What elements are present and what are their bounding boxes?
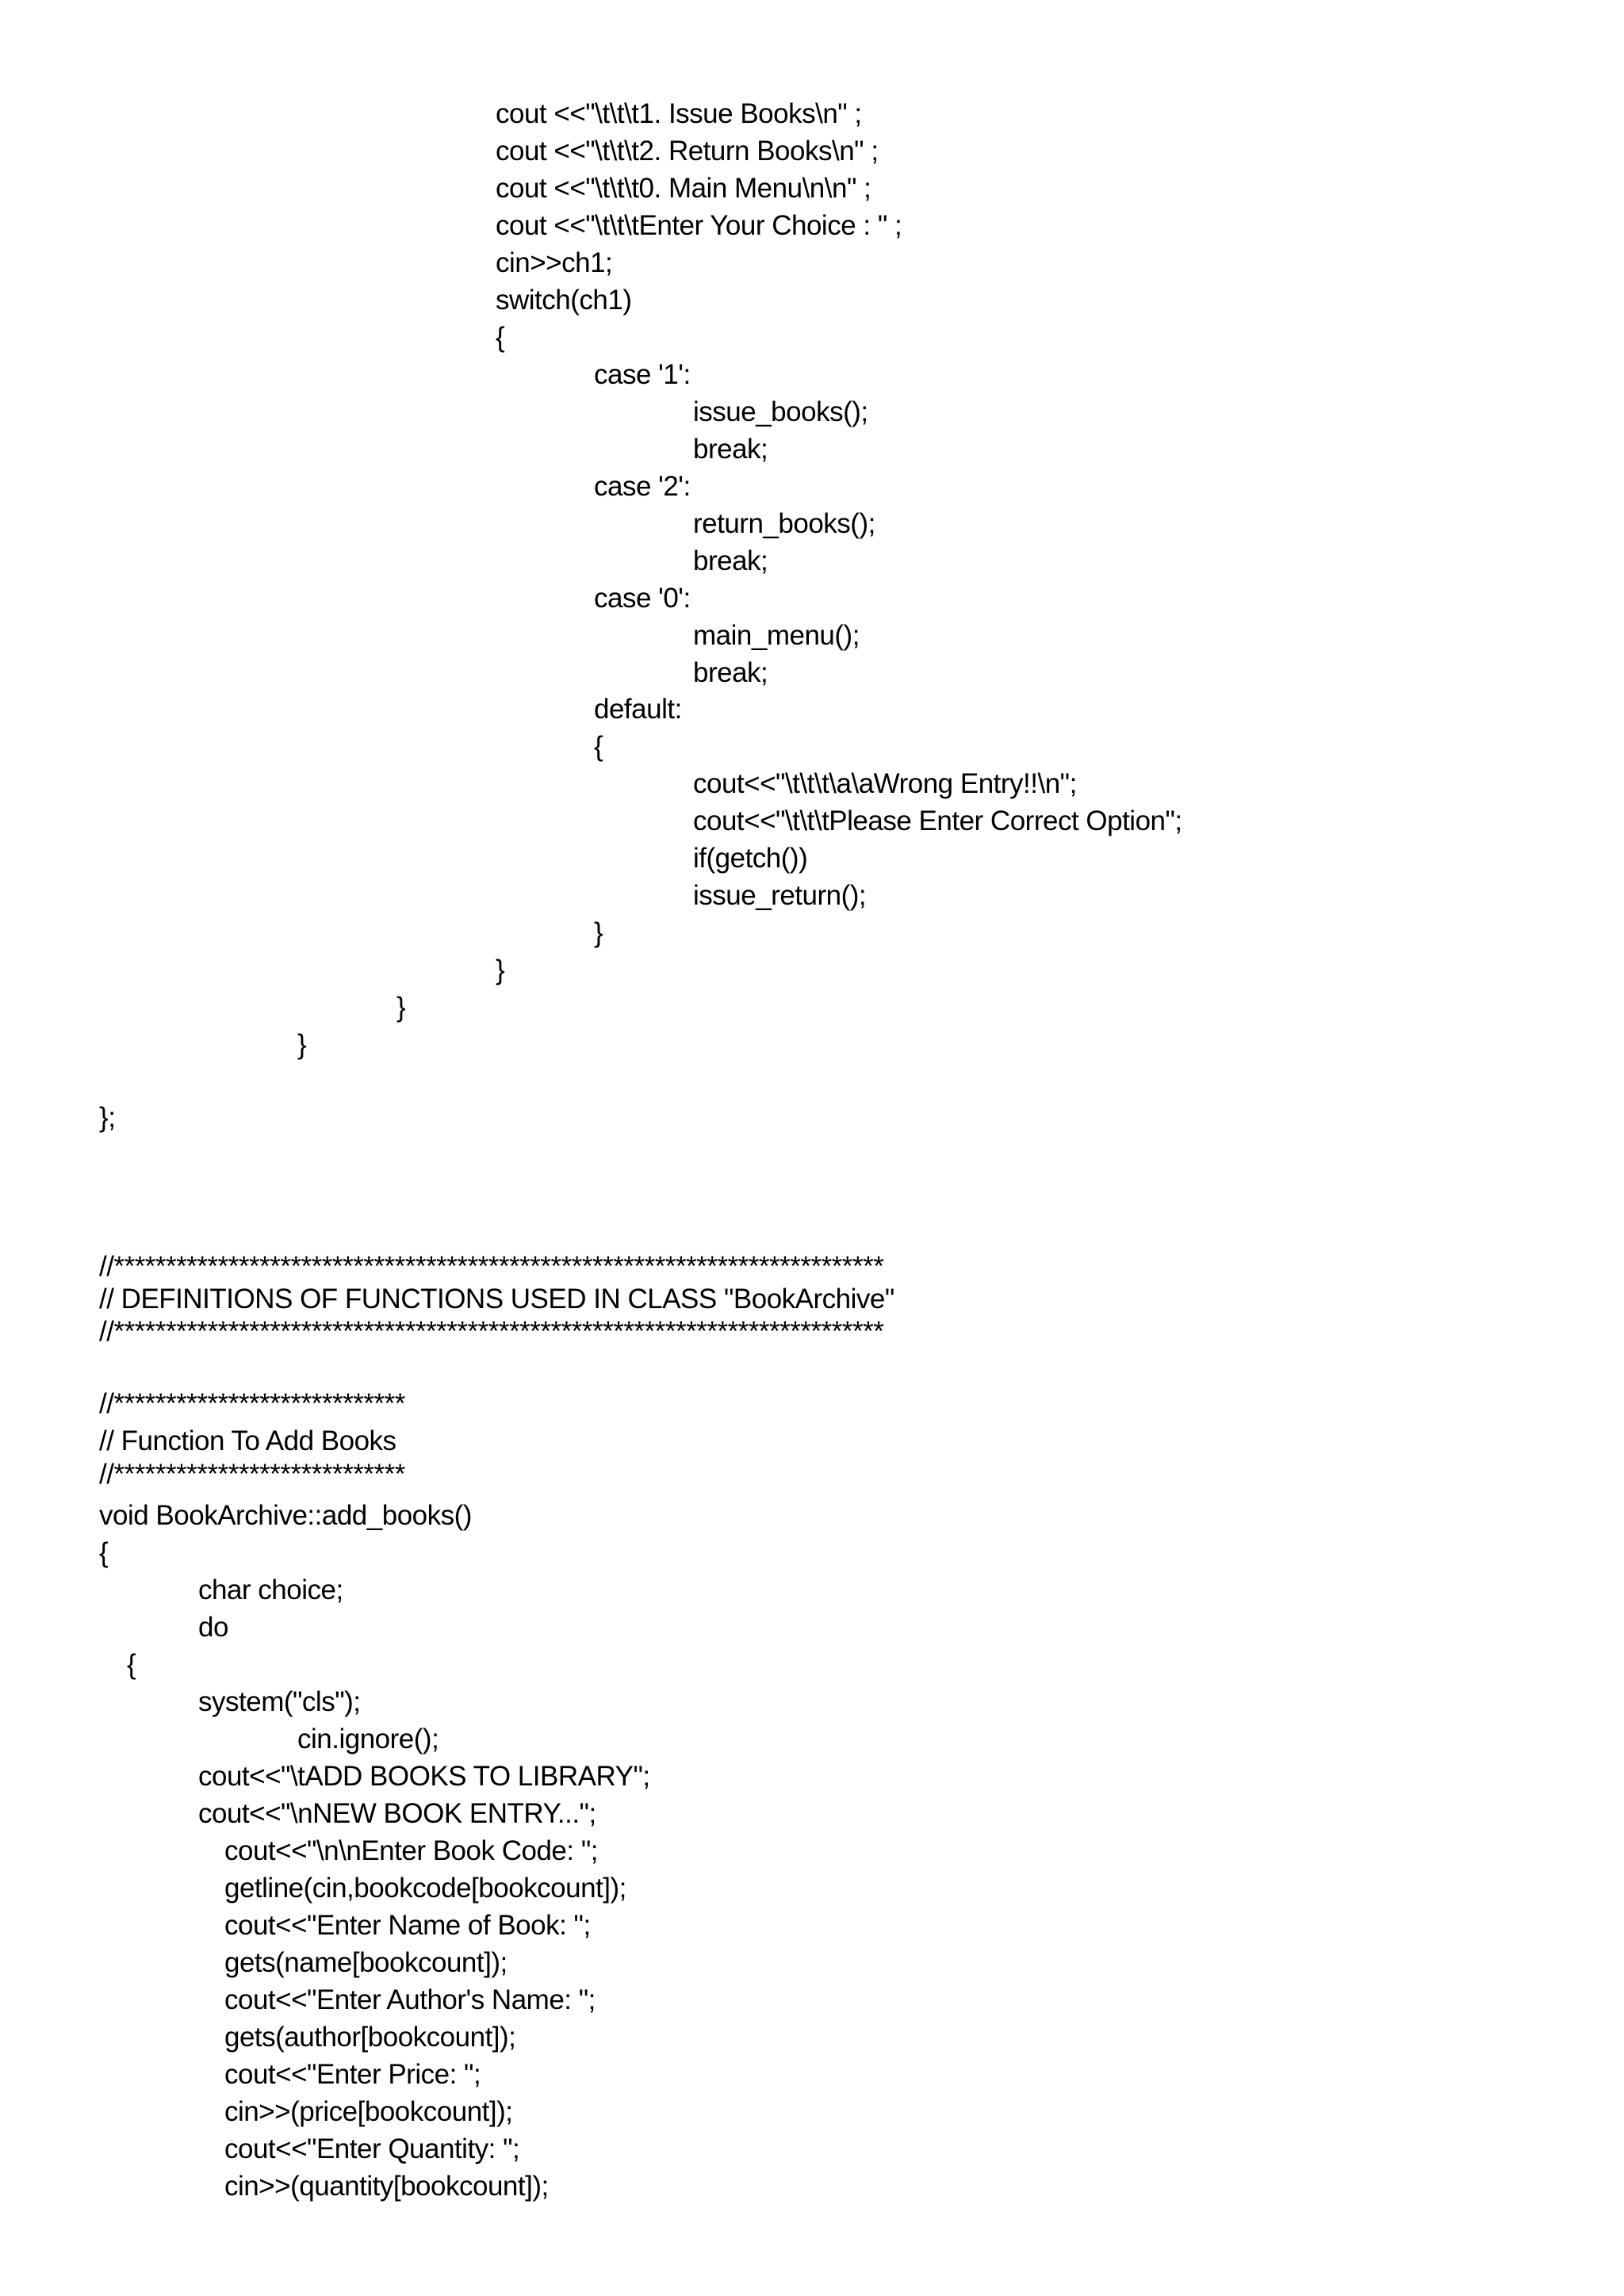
- code-line: {: [99, 1537, 109, 1568]
- code-line: break;: [693, 657, 768, 688]
- code-line: cout<<"Enter Quantity: ";: [224, 2133, 520, 2164]
- code-line: {: [496, 322, 505, 353]
- comment-line: //**************************************************************************: [99, 1251, 884, 1282]
- code-line: cout <<"\t\t\tEnter Your Choice : " ;: [496, 210, 902, 241]
- code-line: issue_books();: [693, 396, 868, 427]
- code-line: case '2':: [594, 471, 691, 502]
- code-line: case '0':: [594, 583, 691, 614]
- comment-line: // Function To Add Books: [99, 1425, 396, 1456]
- code-line: getline(cin,bookcode[bookcount]);: [224, 1873, 626, 1904]
- code-line: break;: [693, 434, 768, 465]
- comment-line: //****************************: [99, 1388, 405, 1419]
- code-line: }: [594, 917, 603, 948]
- code-line: switch(ch1): [496, 285, 632, 316]
- code-line: cin>>(price[bookcount]);: [224, 2096, 513, 2127]
- code-line: cout<<"\n\nEnter Book Code: ";: [224, 1835, 598, 1866]
- code-line: }: [496, 955, 505, 985]
- code-line: return_books();: [693, 508, 875, 539]
- code-line: if(getch()): [693, 843, 808, 874]
- code-line: cout <<"\t\t\t0. Main Menu\n\n" ;: [496, 173, 871, 204]
- comment-line: //****************************: [99, 1459, 405, 1490]
- code-line: do: [198, 1612, 228, 1643]
- code-line: }: [396, 992, 406, 1023]
- comment-line: //**************************************************************************: [99, 1316, 884, 1347]
- code-line: break;: [693, 545, 768, 576]
- code-line: cout<<"Enter Price: ";: [224, 2059, 481, 2090]
- code-line: gets(name[bookcount]);: [224, 1947, 508, 1978]
- code-line: cout<<"\t\t\t\a\aWrong Entry!!\n";: [693, 768, 1077, 799]
- code-line: default:: [594, 694, 682, 725]
- code-line: cin>>ch1;: [496, 247, 613, 278]
- code-line: {: [127, 1649, 136, 1680]
- code-line: issue_return();: [693, 880, 867, 911]
- code-line: case '1':: [594, 359, 691, 390]
- code-line: void BookArchive::add_books(): [99, 1500, 472, 1531]
- code-line: cout <<"\t\t\t2. Return Books\n" ;: [496, 136, 879, 166]
- code-line: main_menu();: [693, 620, 860, 651]
- code-line: };: [99, 1102, 116, 1133]
- code-line: cout<<"\nNEW BOOK ENTRY...";: [198, 1798, 596, 1829]
- code-line: cin>>(quantity[bookcount]);: [224, 2171, 549, 2202]
- code-line: cout <<"\t\t\t1. Issue Books\n" ;: [496, 98, 862, 129]
- code-line: cin.ignore();: [297, 1724, 439, 1755]
- code-line: char choice;: [198, 1575, 343, 1605]
- comment-line: // DEFINITIONS OF FUNCTIONS USED IN CLASS "BookArchive": [99, 1284, 894, 1314]
- code-line: {: [594, 731, 603, 762]
- code-line: cout<<"\t\t\tPlease Enter Correct Option";: [693, 806, 1182, 836]
- code-line: cout<<"Enter Author's Name: ";: [224, 1984, 596, 2015]
- code-line: gets(author[bookcount]);: [224, 2022, 516, 2053]
- code-line: cout<<"Enter Name of Book: ";: [224, 1910, 591, 1941]
- code-line: }: [297, 1029, 307, 1060]
- code-line: system("cls");: [198, 1686, 361, 1717]
- code-line: cout<<"\tADD BOOKS TO LIBRARY";: [198, 1761, 650, 1792]
